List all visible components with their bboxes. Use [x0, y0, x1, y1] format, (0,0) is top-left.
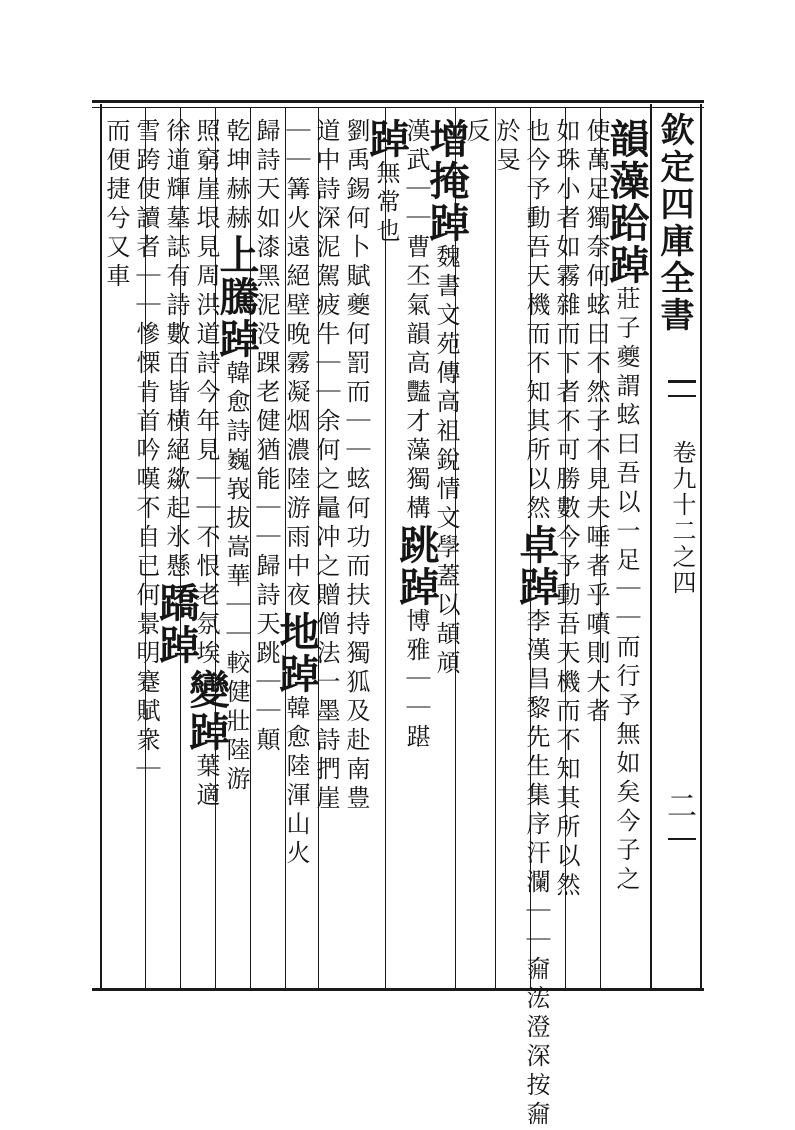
- folio-number: 二: [661, 790, 696, 820]
- text-segment: 徐道輝墓誌有詩數百皆横絕歘起氷懸: [162, 118, 190, 582]
- text-segment: 如珠小者如霧雜而下者不可勝數今予動吾天機而不知其所以然: [552, 118, 580, 901]
- text-column: [102, 118, 136, 980]
- text-segment: 韓愈詩巍峩拔嵩華｜｜較健壯陸游: [222, 360, 250, 795]
- text-segment: 也今予動吾天機而不知其所以然: [522, 118, 550, 524]
- text-column: [492, 118, 526, 980]
- text-column: [552, 118, 586, 980]
- text-segment: 雪跨使讀者｜｜慘慄肯首吟嘆不自已: [132, 118, 160, 582]
- text-column: [462, 118, 496, 980]
- headword: 變踔: [183, 669, 230, 753]
- text-segment: 何景明蹇賦衆｜: [132, 582, 160, 785]
- text-column: [582, 118, 616, 980]
- text-segment: 而便捷兮又車: [102, 118, 130, 292]
- text-segment: 無常也: [372, 160, 400, 247]
- top-border: [92, 100, 704, 103]
- text-column: [513, 118, 560, 1130]
- text-column: [213, 118, 260, 980]
- text-segment: 魏書文苑傳高祖銳情文學蓋以頡頏: [432, 244, 460, 679]
- text-column: [252, 118, 286, 980]
- text-segment: 乾坤赫赫: [222, 118, 250, 234]
- text-segment: 葉適: [192, 753, 220, 811]
- text-segment: 見周洪道詩今年見｜｜不恨老氛埃: [192, 234, 220, 669]
- headword: 上: [213, 234, 260, 276]
- headword: 踔: [363, 118, 410, 160]
- bottom-border: [92, 988, 704, 991]
- text-column: [423, 118, 470, 980]
- headword: 蹻踔: [153, 582, 200, 666]
- center-column-right-rule: [700, 104, 702, 988]
- headword: 跳踔: [393, 524, 440, 608]
- text-column: [132, 118, 166, 980]
- text-column: [342, 118, 376, 980]
- top-border-inner: [92, 107, 704, 108]
- text-segment: 韓愈陸渾山火: [282, 695, 310, 869]
- text-segment: 反: [462, 118, 490, 147]
- fishtail-mark: [668, 838, 696, 840]
- headword: 韻藻: [603, 118, 650, 202]
- headword: 掩踔: [423, 160, 470, 244]
- text-segment: 照窮崖垠: [192, 118, 220, 234]
- text-segment: 道中詩深泥駕疲牛｜｜余何之鼂冲之贈僧法一墨詩捫崖: [312, 118, 340, 814]
- text-column: [312, 118, 346, 980]
- headword: 地踔: [273, 611, 320, 695]
- text-segment: 李漢昌黎先生集序汗瀾｜｜奫浤澄深按奫: [522, 608, 550, 1130]
- text-segment: 博雅｜｜踸: [402, 608, 430, 753]
- text-segment: 漢武｜｜曹丕氣韻高豔才藻獨構: [402, 118, 430, 524]
- text-column: [183, 118, 230, 980]
- text-segment: 於旻: [492, 118, 520, 176]
- text-column: [603, 118, 650, 980]
- volume-number: 卷九十二之四: [668, 440, 696, 596]
- headword: 騰踔: [213, 276, 260, 360]
- headword: 跲踔: [603, 202, 650, 286]
- text-segment: 莊子夔謂蚿曰吾以一足｜｜而行予無如矣今子之: [612, 286, 640, 895]
- text-column: [363, 118, 410, 980]
- text-column: [393, 118, 440, 980]
- text-segment: 劉禹錫何卜賦夔何罰而｜｜蚿何功而扶持獨狐及赴南豊: [342, 118, 370, 814]
- headword: 增: [423, 118, 470, 160]
- text-segment: 歸詩天如漆黑泥没踝老健猶能｜｜歸詩天跳｜｜顛: [252, 118, 280, 756]
- text-column: [153, 118, 200, 980]
- text-segment: 使萬足獨奈何蚿曰不然子不見夫唾者乎噴則大者: [582, 118, 610, 727]
- book-title: 欽定四庫全書: [654, 112, 694, 334]
- text-segment: ｜｜篝火遠絕壁晚霧凝烟濃陸游雨中夜: [282, 118, 310, 611]
- fishtail-mark: [668, 395, 696, 397]
- text-column: [273, 118, 320, 980]
- headword: 卓踔: [513, 524, 560, 608]
